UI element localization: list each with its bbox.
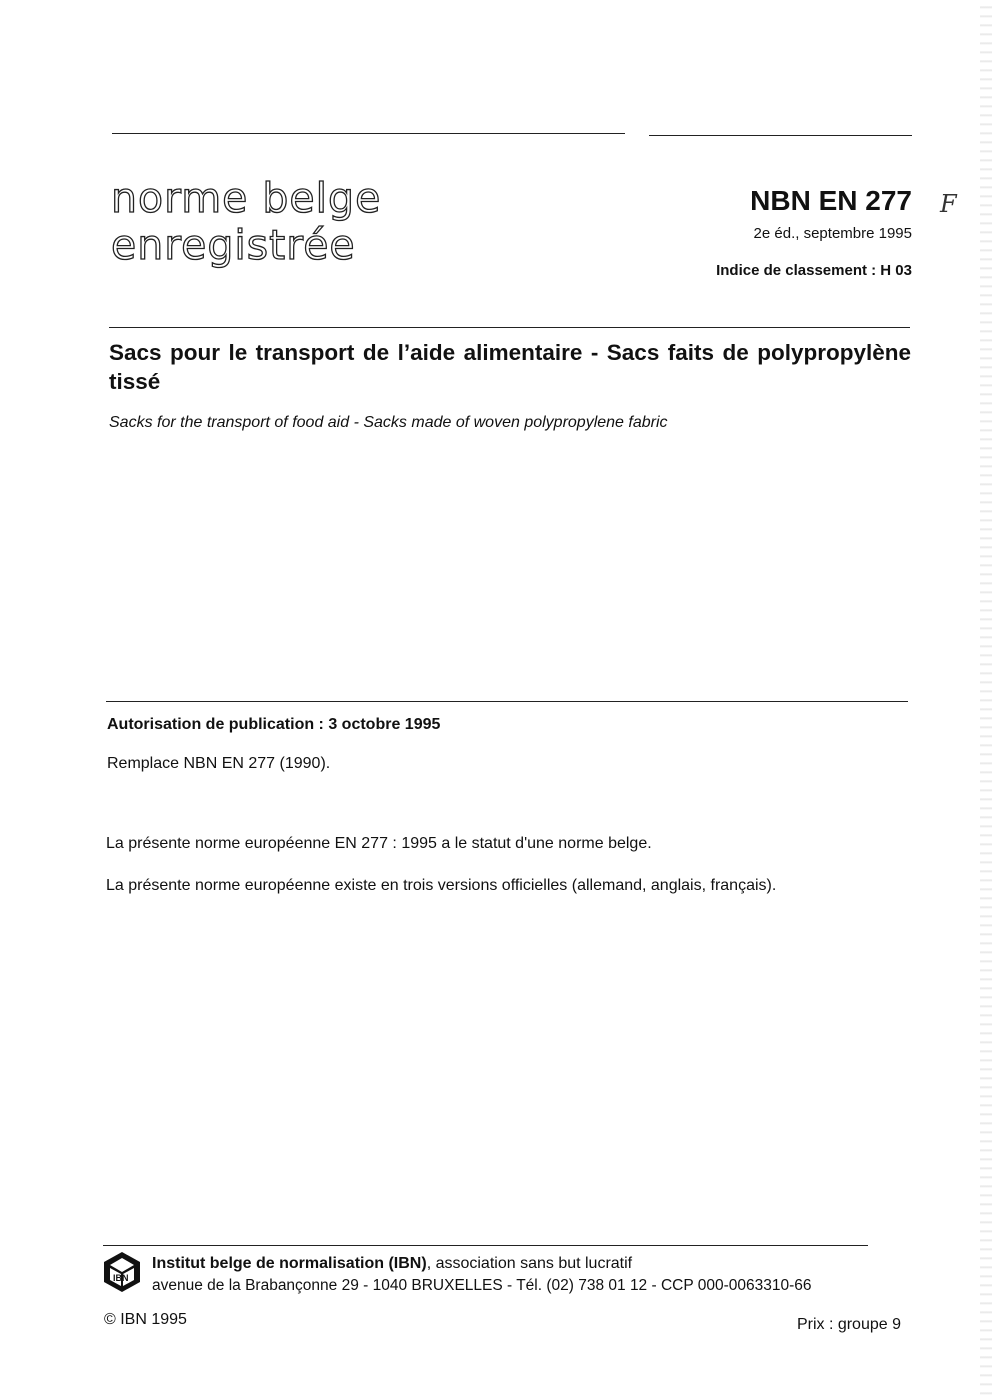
- footer-rule: [103, 1245, 868, 1246]
- ibn-logo-letters: IBN: [113, 1273, 129, 1283]
- document-title-en: Sacks for the transport of food aid - Sacks made of woven polypropylene fabric: [109, 414, 668, 431]
- price-group: Prix : groupe 9: [796, 1316, 901, 1333]
- publication-authorisation: Autorisation de publication : 3 octobre 1995: [107, 716, 441, 733]
- institute-line: [152, 1253, 632, 1274]
- replaces-note: Remplace NBN EN 277 (1990).: [107, 755, 331, 772]
- top-rule-left: [112, 133, 625, 134]
- versions-note: La présente norme européenne existe en trois versions officielles (allemand, anglais, français).: [106, 877, 777, 894]
- standard-code: NBN EN 277: [750, 185, 912, 216]
- brand-line-2: enregistrée: [111, 221, 356, 269]
- ibn-logo-mark: [102, 1250, 142, 1294]
- copyright: © IBN 1995: [104, 1311, 187, 1328]
- institute-name: Institut belge de normalisation (IBN): [152, 1255, 427, 1272]
- classification-index: Indice de classement : H 03: [716, 262, 912, 279]
- middle-rule: [106, 701, 908, 702]
- brand-line-1: norme belge: [111, 174, 382, 222]
- top-rule-right: [649, 135, 912, 136]
- scan-edge-artifact: [980, 0, 992, 1395]
- institute-suffix: , association sans but lucratif: [426, 1255, 633, 1272]
- edition-date: 2e éd., septembre 1995: [753, 225, 912, 242]
- ibn-logo: [102, 1250, 142, 1294]
- status-note: La présente norme européenne EN 277 : 1995 a le statut d'une norme belge.: [106, 835, 652, 852]
- document-title-fr: Sacs pour le transport de l’aide alimentaire - Sacs faits de polypropylène tissé: [109, 340, 911, 394]
- institute-address: avenue de la Brabançonne 29 - 1040 BRUXELLES - Tél. (02) 738 01 12 - CCP 000-0063310-66: [152, 1277, 812, 1294]
- corner-handwritten-mark: F: [940, 190, 957, 218]
- title-rule: [109, 327, 910, 328]
